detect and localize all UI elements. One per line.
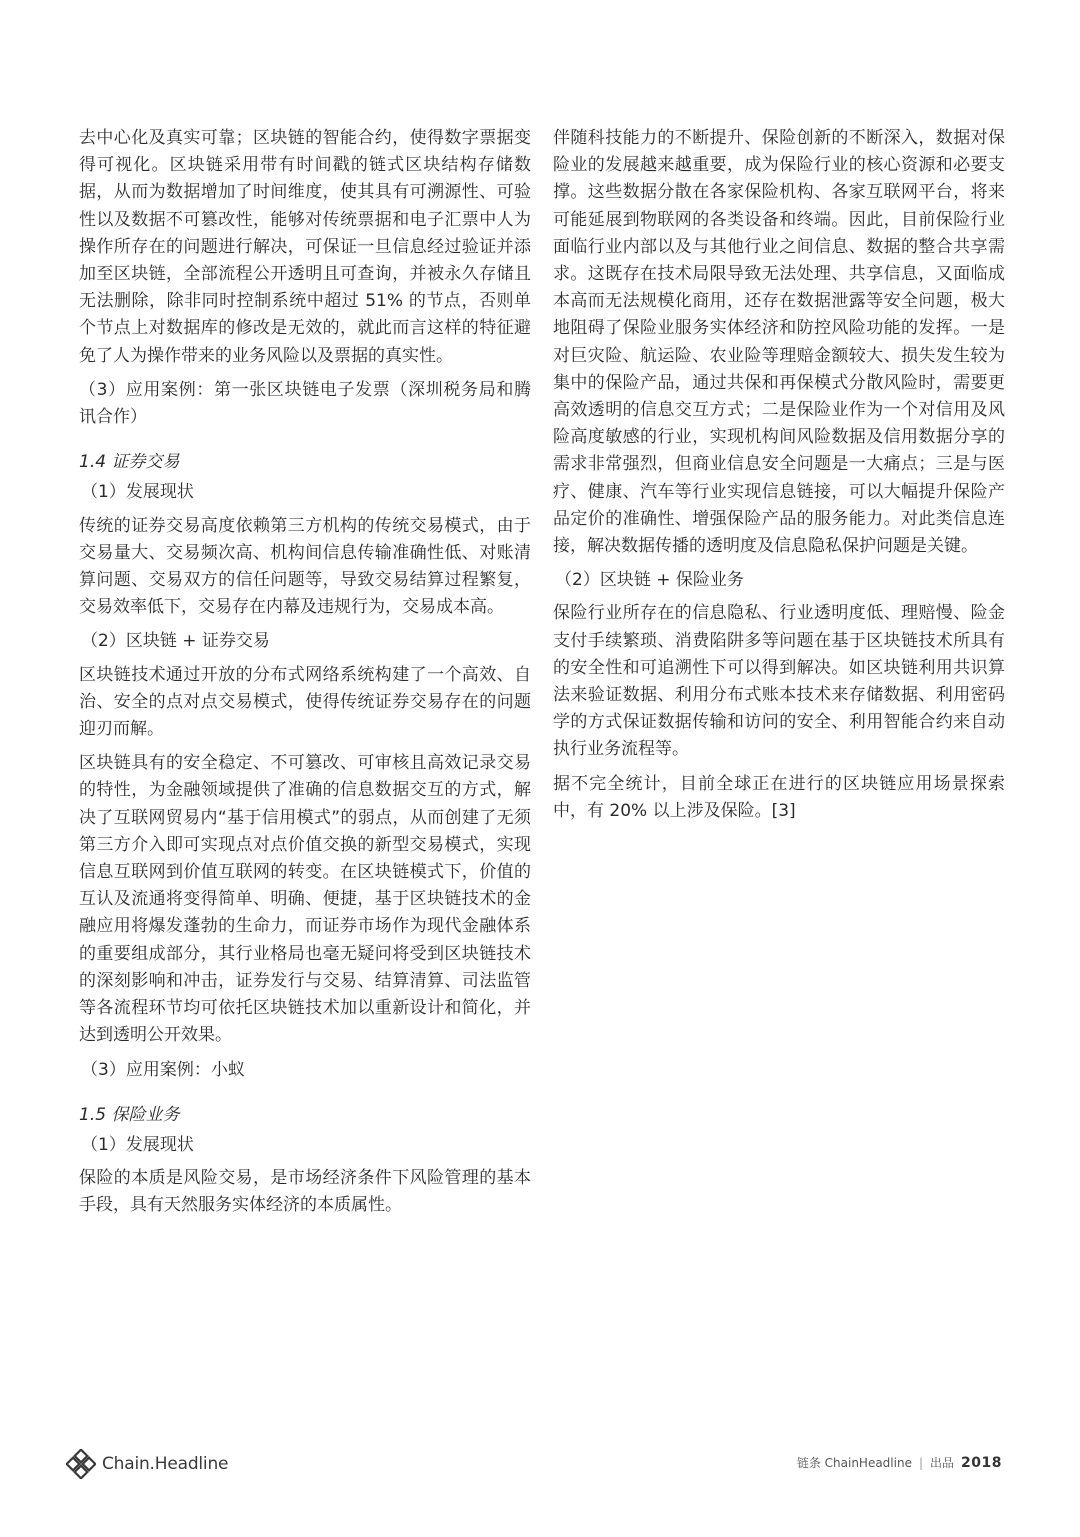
- paragraph: 去中心化及真实可靠；区块链的智能合约，使得数字票据变得可视化。区块链采用带有时间戳的链式区块结构存储数据，从而为数据增加了时间维度，使其具有可溯源性、可验性以及数据不可篡改性，能够对传统票据和电子汇票中人为操作所存在的问题进行解决，可保证一旦信息经过验证并添加至区块链，全部流程公开透明且可查询，并被永久存储且无法删除，除非同时控制系统中超过 51% 的节点，否则单个节点上对数据库的修改是无效的，就此而言这样的特征避免了人为操作带来的业务风险以及票据的真实性。: [79, 128, 531, 366]
- paragraph: 区块链技术通过开放的分布式网络系统构建了一个高效、自治、安全的点对点交易模式，使得传统证券交易存在的问题迎刃而解。: [79, 664, 531, 740]
- right-column: [553, 125, 1005, 832]
- section-heading-1-5: 1.5 保险业务: [79, 1104, 180, 1125]
- subheading: （1）发展现状: [81, 1134, 194, 1155]
- publisher-label: 出品: [930, 1456, 955, 1470]
- subheading: （1）发展现状: [81, 482, 194, 503]
- subheading: （2）区块链 + 保险业务: [555, 570, 744, 591]
- subheading: （3）应用案例：小蚁: [81, 1059, 245, 1080]
- chain-logo-icon: [66, 1449, 96, 1479]
- paragraph: 传统的证券交易高度依赖第三方机构的传统交易模式，由于交易量大、交易频次高、机构间信息传输准确性低、对账清算问题、交易双方的信任问题等，导致交易结算过程繁复，交易效率低下，交易存在内幕及违规行为，交易成本高。: [79, 515, 531, 618]
- section-heading-1-4: 1.4 证券交易: [79, 452, 180, 473]
- paragraph: 保险行业所存在的信息隐私、行业透明度低、理赔慢、险金支付手续繁琐、消费陷阱多等问题在基于区块链技术所具有的安全性和可追溯性下可以得到解决。如区块链利用共识算法来验证数据、利用分布式账本技术来存储数据、利用密码学的方式保证数据传输和访问的安全、利用智能合约来自动执行业务流程等。: [553, 603, 1005, 760]
- left-column: [79, 125, 531, 1227]
- paragraph: 保险的本质是风险交易，是市场经济条件下风险管理的基本手段，具有天然服务实体经济的本质属性。: [79, 1168, 531, 1216]
- paragraph: 据不完全统计，目前全球正在进行的区块链应用场景探索中，有 20% 以上涉及保险。[3]: [553, 773, 1005, 821]
- publisher-name: 链条 ChainHeadline: [796, 1456, 912, 1470]
- logo-text: Chain.Headline: [102, 1454, 229, 1474]
- year: 2018: [961, 1454, 1002, 1471]
- subheading: （2）区块链 + 证券交易: [81, 631, 270, 652]
- separator: |: [918, 1455, 924, 1470]
- footer-credit: [797, 1454, 1002, 1471]
- paragraph: （3）应用案例：第一张区块链电子发票（深圳税务局和腾讯合作）: [79, 379, 531, 428]
- paragraph: 区块链具有的安全稳定、不可篡改、可审核且高效记录交易的特性，为金融领域提供了准确的信息数据交互的方式，解决了互联网贸易内“基于信用模式”的弱点，从而创建了无须第三方介入即可实现点对点价值交换的新型交易模式，实现信息互联网到价值互联网的转变。在区块链模式下，价值的互认及流通将变得简单、明确、便捷，基于区块链技术的金融应用将爆发蓬勃的生命力，而证券市场作为现代金融体系的重要组成部分，其行业格局也毫无疑问将受到区块链技术的深刻影响和冲击，证券发行与交易、结算清算、司法监管等各流程环节均可依托区块链技术加以重新设计和简化，并达到透明公开效果。: [79, 753, 531, 1046]
- footer-logo: [66, 1449, 228, 1479]
- paragraph: 伴随科技能力的不断提升、保险创新的不断深入，数据对保险业的发展越来越重要，成为保险行业的核心资源和必要支撑。这些数据分散在各家保险机构、各家互联网平台，将来可能延展到物联网的各类设备和终端。因此，目前保险行业面临行业内部以及与其他行业之间信息、数据的整合共享需求。这既存在技术局限导致无法处理、共享信息，又面临成本高而无法规模化商用，还存在数据泄露等安全问题，极大地阻碍了保险业服务实体经济和防控风险功能的发挥。一是对巨灾险、航运险、农业险等理赔金额较大、损失发生较为集中的保险产品，通过共保和再保模式分散风险时，需要更高效透明的信息交互方式；二是保险业作为一个对信用及风险高度敏感的行业，实现机构间风险数据及信用数据分享的需求非常强烈，但商业信息安全问题是一大痛点；三是与医疗、健康、汽车等行业实现信息链接，可以大幅提升保险产品定价的准确性、增强保险产品的服务能力。对此类信息连接，解决数据传播的透明度及信息隐私保护问题是关键。: [553, 128, 1005, 557]
